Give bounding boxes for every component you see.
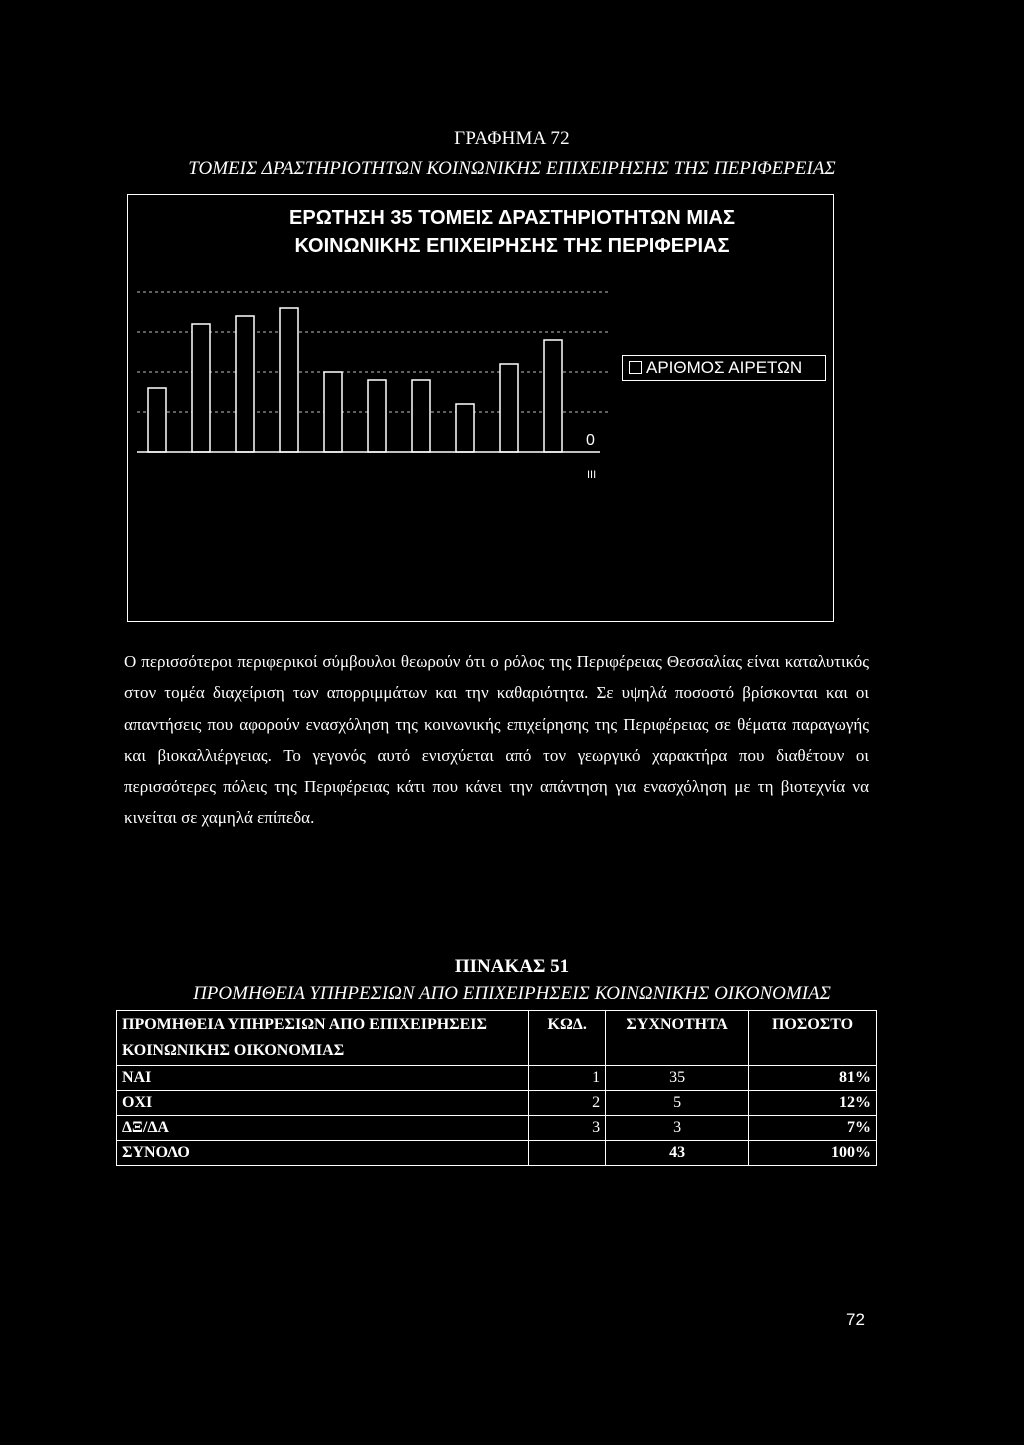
bar-1 xyxy=(148,388,166,452)
row-item: ΟΧΙ xyxy=(117,1091,529,1116)
row-percent: 81% xyxy=(749,1066,877,1091)
bar-3 xyxy=(236,316,254,452)
total-code xyxy=(529,1141,606,1166)
row-frequency: 35 xyxy=(606,1066,749,1091)
body-paragraph: Ο περισσότεροι περιφερικοί σύμβουλοι θεωρούν ότι ο ρόλος της Περιφέρειας Θεσσαλίας είναι καταλυτικός στον τομέα διαχείριση των απορριμμάτων και την καθαριότητα. Σε υψηλά ποσοστό βρίσκονται και οι απαντήσεις που αφορούν ενασχόληση της κοινωνικής επιχείρησης της Περιφέρειας σε θέματα παραγωγής και βιοκαλλιέργειας. Το γεγονός αυτό ενισχύεται από τον γεωργικό χαρακτήρα που διαθέτουν οι περισσότερες πόλεις της Περιφέρειας κάτι που κάνει την απάντηση για ενασχόληση με τη βιοτεχνία να κινείται σε χαμηλά επίπεδα. xyxy=(124,652,869,828)
table-label: ΠΙΝΑΚΑΣ 51 xyxy=(454,956,570,977)
row-code: 1 xyxy=(529,1066,606,1091)
supply-table xyxy=(116,1010,877,1166)
page-number: 72 xyxy=(846,1310,865,1329)
graph-label: ΓΡΑΦΗΜΑ 72 xyxy=(454,128,570,149)
table-subtitle: ΠΡΟΜΗΘΕΙΑ ΥΠΗΡΕΣΙΩΝ ΑΠΟ ΕΠΙΧΕΙΡΗΣΕΙΣ ΚΟΙΝΩΝΙΚΗΣ ΟΙΚΟΝΟΜΙΑΣ xyxy=(193,983,831,1004)
total-item: ΣΥΝΟΛΟ xyxy=(117,1141,529,1166)
table-total-row xyxy=(117,1141,877,1166)
legend-swatch-icon xyxy=(629,361,642,374)
total-percent: 100% xyxy=(749,1141,877,1166)
graph-subtitle: ΤΟΜΕΙΣ ΔΡΑΣΤΗΡΙΟΤΗΤΩΝ ΚΟΙΝΩΝΙΚΗΣ ΕΠΙΧΕΙΡΗΣΗΣ ΤΗΣ ΠΕΡΙΦΕΡΕΙΑΣ xyxy=(188,158,836,179)
bar-8 xyxy=(456,404,474,452)
bar-2 xyxy=(192,324,210,452)
bar-10 xyxy=(544,340,562,452)
row-code: 3 xyxy=(529,1116,606,1141)
bar-4 xyxy=(280,308,298,452)
row-percent: 12% xyxy=(749,1091,877,1116)
row-percent: 7% xyxy=(749,1116,877,1141)
chart-title-line-1: ΕΡΩΤΗΣΗ 35 ΤΟΜΕΙΣ ΔΡΑΣΤΗΡΙΟΤΗΤΩΝ ΜΙΑΣ xyxy=(289,207,735,229)
legend-series-name: ΑΡΙΘΜΟΣ ΑΙΡΕΤΩΝ xyxy=(646,358,803,377)
row-code: 2 xyxy=(529,1091,606,1116)
header-item: ΠΡΟΜΗΘΕΙΑ ΥΠΗΡΕΣΙΩΝ ΑΠΟ ΕΠΙΧΕΙΡΗΣΕΙΣ ΚΟΙΝΩΝΙΚΗΣ ΟΙΚΟΝΟΜΙΑΣ xyxy=(117,1011,529,1066)
row-item: ΔΞ/ΔΑ xyxy=(117,1116,529,1141)
header-percent: ΠΟΣΟΣΤΟ xyxy=(749,1011,877,1066)
bar-9 xyxy=(500,364,518,452)
table-row xyxy=(117,1116,877,1141)
x-axis-tick-label: III xyxy=(587,469,597,481)
bar-6 xyxy=(368,380,386,452)
header-code: ΚΩΔ. xyxy=(529,1011,606,1066)
table-row xyxy=(117,1091,877,1116)
total-frequency: 43 xyxy=(606,1141,749,1166)
row-frequency: 3 xyxy=(606,1116,749,1141)
row-frequency: 5 xyxy=(606,1091,749,1116)
chart-title-line-2: ΚΟΙΝΩΝΙΚΗΣ ΕΠΙΧΕΙΡΗΣΗΣ ΤΗΣ ΠΕΡΙΦΕΡΙΑΣ xyxy=(294,235,730,257)
row-item: ΝΑΙ xyxy=(117,1066,529,1091)
table-header-row xyxy=(117,1011,877,1066)
y-axis-zero-label: 0 xyxy=(586,432,595,449)
header-frequency: ΣΥΧΝΟΤΗΤΑ xyxy=(606,1011,749,1066)
bar-5 xyxy=(324,372,342,452)
chart-bars xyxy=(148,308,562,452)
bar-7 xyxy=(412,380,430,452)
chart-legend xyxy=(622,355,826,381)
table-row xyxy=(117,1066,877,1091)
